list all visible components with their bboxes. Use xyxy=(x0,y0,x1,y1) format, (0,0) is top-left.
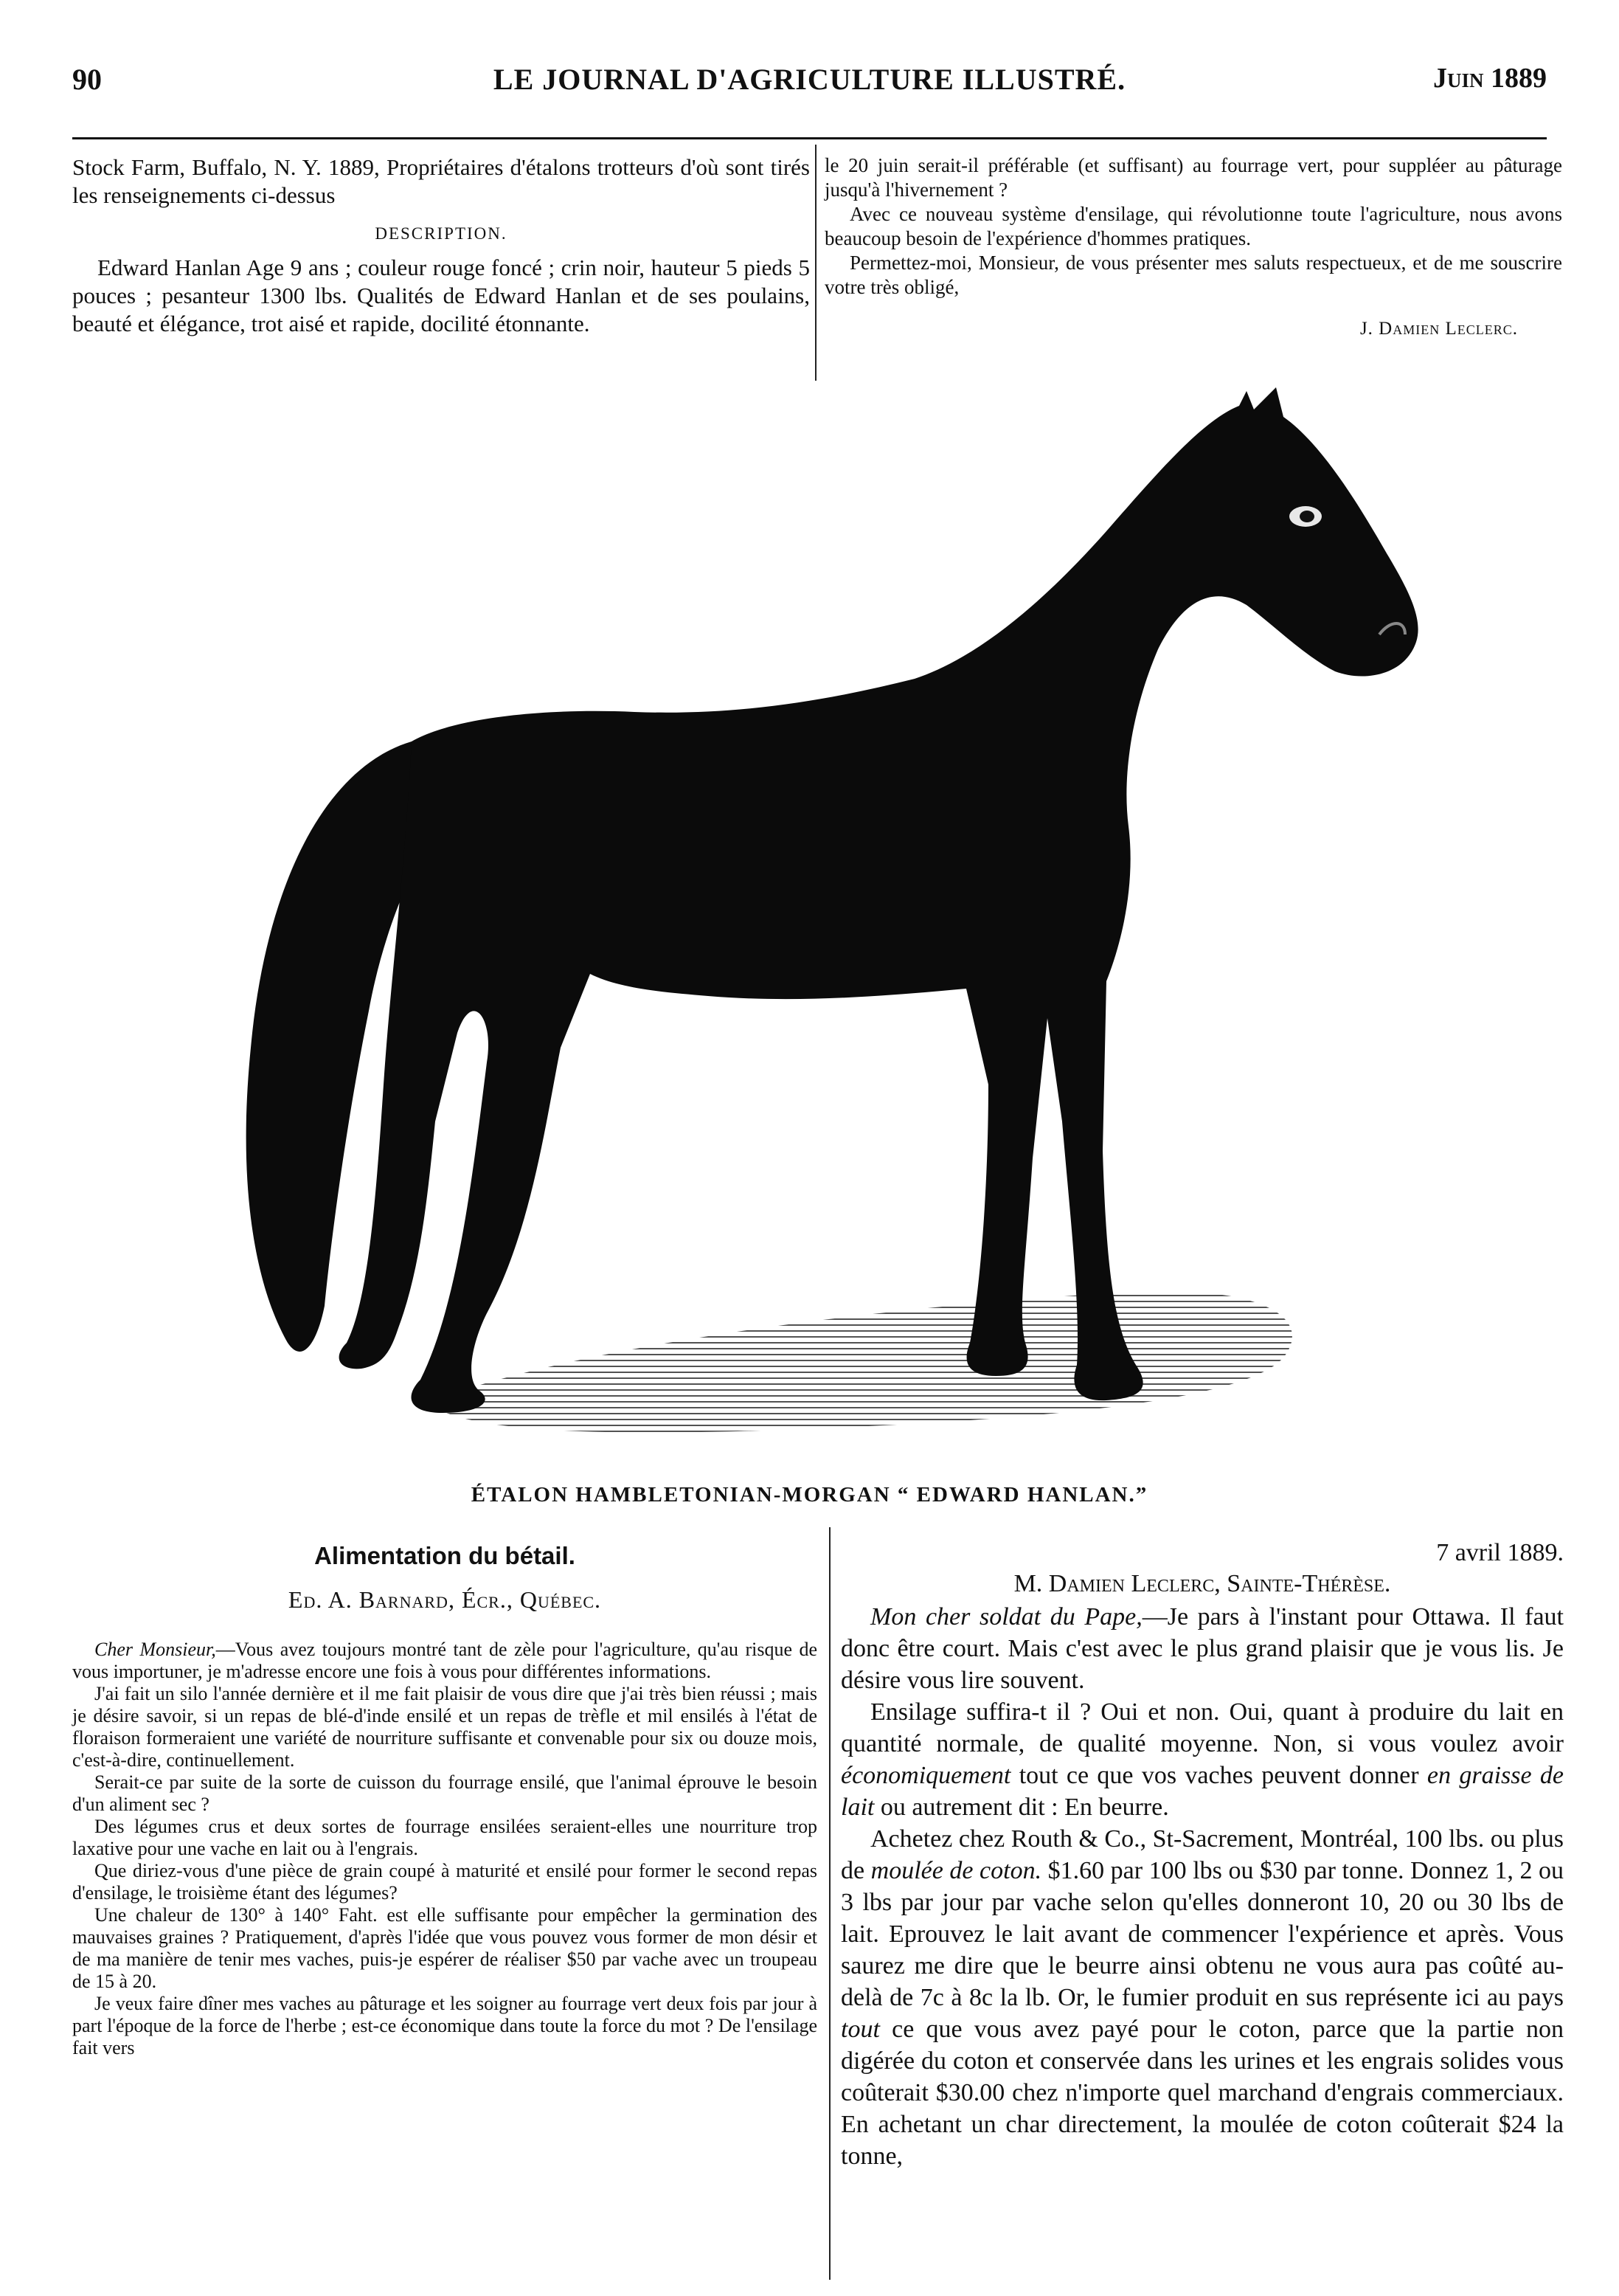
horse-body xyxy=(339,387,1418,1413)
letter-opening: Cher Monsieur,—Vous avez toujours montré tant de zèle pour l'agriculture, qu'au risque de vous importuner, je m'adresse encore une fois à vous pour différentes informations. xyxy=(72,1639,818,1682)
header-rule xyxy=(72,137,1547,139)
page-number: 90 xyxy=(72,63,102,96)
letter-paragraph: Des légumes crus et deux sortes de fourrage ensilées seraient-elles une nourriture trop laxative pour une vache en lait ou à l'engrais. xyxy=(72,1816,817,1859)
bottom-left-column xyxy=(72,1535,817,2059)
letter-signature: J. Damien Leclerc. xyxy=(1359,319,1518,339)
stock-farm-intro: Stock Farm, Buffalo, N. Y. 1889, Propriétaires d'étalons trotteurs d'où sont tirés les renseignements ci-dessus xyxy=(72,154,810,208)
ground-shadow xyxy=(428,1291,1292,1433)
letter-paragraph: Que diriez-vous d'une pièce de grain coupé à maturité et ensilé pour former le second repas d'ensilage, le troisième étant des légumes? xyxy=(72,1860,817,1903)
reply-opening: Mon cher soldat du Pape,—Je pars à l'instant pour Ottawa. Il faut donc être court. Mais c'est avec le plus grand plaisir que je vous lis. Je désire vous lire souvent. xyxy=(841,1603,1564,1694)
letter-paragraph: Je veux faire dîner mes vaches au pâturage et les soigner au fourrage vert deux fois par jour à part l'époque de la force de l'herbe ; est-ce économique dans toute la force du mot ? De l'ensilage fait vers xyxy=(72,1993,817,2058)
letter-addressee: Ed. A. Barnard, Écr., Québec. xyxy=(288,1586,602,1613)
column-divider-top xyxy=(815,145,817,381)
description-text: Edward Hanlan Age 9 ans ; couleur rouge foncé ; crin noir, hauteur 5 pieds 5 pouces ; pesanteur 1300 lbs. Qualités de Edward Hanlan et de ses poulains, beauté et élégance, trot aisé et rapide, docilité étonnante. xyxy=(72,255,810,336)
column-divider-bottom xyxy=(829,1527,831,2280)
section-title: Alimentation du bétail. xyxy=(314,1542,575,1569)
letter-paragraph: Serait-ce par suite de la sorte de cuisson du fourrage ensilé, que l'animal éprouve le besoin d'un aliment sec ? xyxy=(72,1771,817,1815)
letter-paragraph-3: Permettez-moi, Monsieur, de vous présenter mes saluts respectueux, et de me souscrire votre très obligé, xyxy=(825,252,1562,298)
reply-salutation: Mon cher soldat du Pape, xyxy=(870,1603,1143,1631)
description-heading: DESCRIPTION. xyxy=(375,224,507,243)
reply-date: 7 avril 1889. xyxy=(1436,1539,1564,1566)
top-right-column xyxy=(825,153,1562,339)
reply-recipient: M. Damien Leclerc, Sainte-Thérèse. xyxy=(1013,1570,1391,1597)
horse-engraving xyxy=(221,384,1460,1453)
illustration-caption: ÉTALON HAMBLETONIAN-MORGAN “ EDWARD HANLAN.” xyxy=(471,1483,1148,1507)
letter-paragraph: Une chaleur de 130° à 140° Faht. est elle suffisante pour empêcher la germination des mauvaises graines ? Pratiquement, d'après l'idée que vous pouvez vous former de mon désir et de ma manière de tenir mes vaches, puis-je espérer de réaliser $50 par vache avec un troupeau de 15 à 20. xyxy=(72,1904,817,1992)
salutation: Cher Monsieur, xyxy=(94,1639,216,1660)
journal-title: LE JOURNAL D'AGRICULTURE ILLUSTRÉ. xyxy=(493,63,1126,96)
letter-paragraph-1: le 20 juin serait-il préférable (et suffisant) au fourrage vert, pour suppléer au pâturage jusqu'à l'hivernement ? xyxy=(825,154,1562,201)
page-header xyxy=(72,62,1547,106)
bottom-right-column xyxy=(841,1535,1564,2172)
letter-paragraph-2: Avec ce nouveau système d'ensilage, qui révolutionne toute l'agriculture, nous avons beaucoup besoin de l'expérience d'hommes pratiques. xyxy=(825,203,1562,249)
reply-paragraph-ensilage: Ensilage suffira-t il ? Oui et non. Oui, quant à produire du lait en quantité normale, de qualité moyenne. Non, si vous voulez avoir économiquement tout ce que vos vaches peuvent donner en graisse de lait ou autrement dit : En beurre. xyxy=(841,1698,1564,1821)
top-left-column xyxy=(72,153,810,338)
issue-date: Juin 1889 xyxy=(1432,63,1547,94)
reply-paragraph-coton: Achetez chez Routh & Co., St-Sacrement, Montréal, 100 lbs. ou plus de moulée de coton. $1.60 par 100 lbs ou $30 par tonne. Donnez 1, 2 ou 3 lbs par jour par vache selon qu'elles donneront 10, 20 ou 30 lbs de lait. Eprouvez le lait avant de commencer l'expérience et après. Vous saurez me dire que le beurre ainsi obtenu ne vous aura pas coûté au-delà de 7c à 8c la lb. Or, le fumier produit en sus représente ici au pays tout ce que vous avez payé pour le coton, parce que la partie non digérée du coton et conservée dans les urines et les engrais solides vous coûterait $30.00 chez n'importe quel marchand d'engrais commerciaux. En achetant un char directement, la moulée de coton coûterait $24 la tonne, xyxy=(841,1825,1564,2170)
letter-paragraph: J'ai fait un silo l'année dernière et il me fait plaisir de vous dire que j'ai très bien réussi ; mais je désire savoir, si un repas de blé-d'inde ensilé et un repas de trèfle et mil ensilés à l'état de floraison formeraient une variété de nourriture suffisante et convenable pour six ou douze mois, c'est-à-dire, continuellement. xyxy=(72,1683,817,1771)
